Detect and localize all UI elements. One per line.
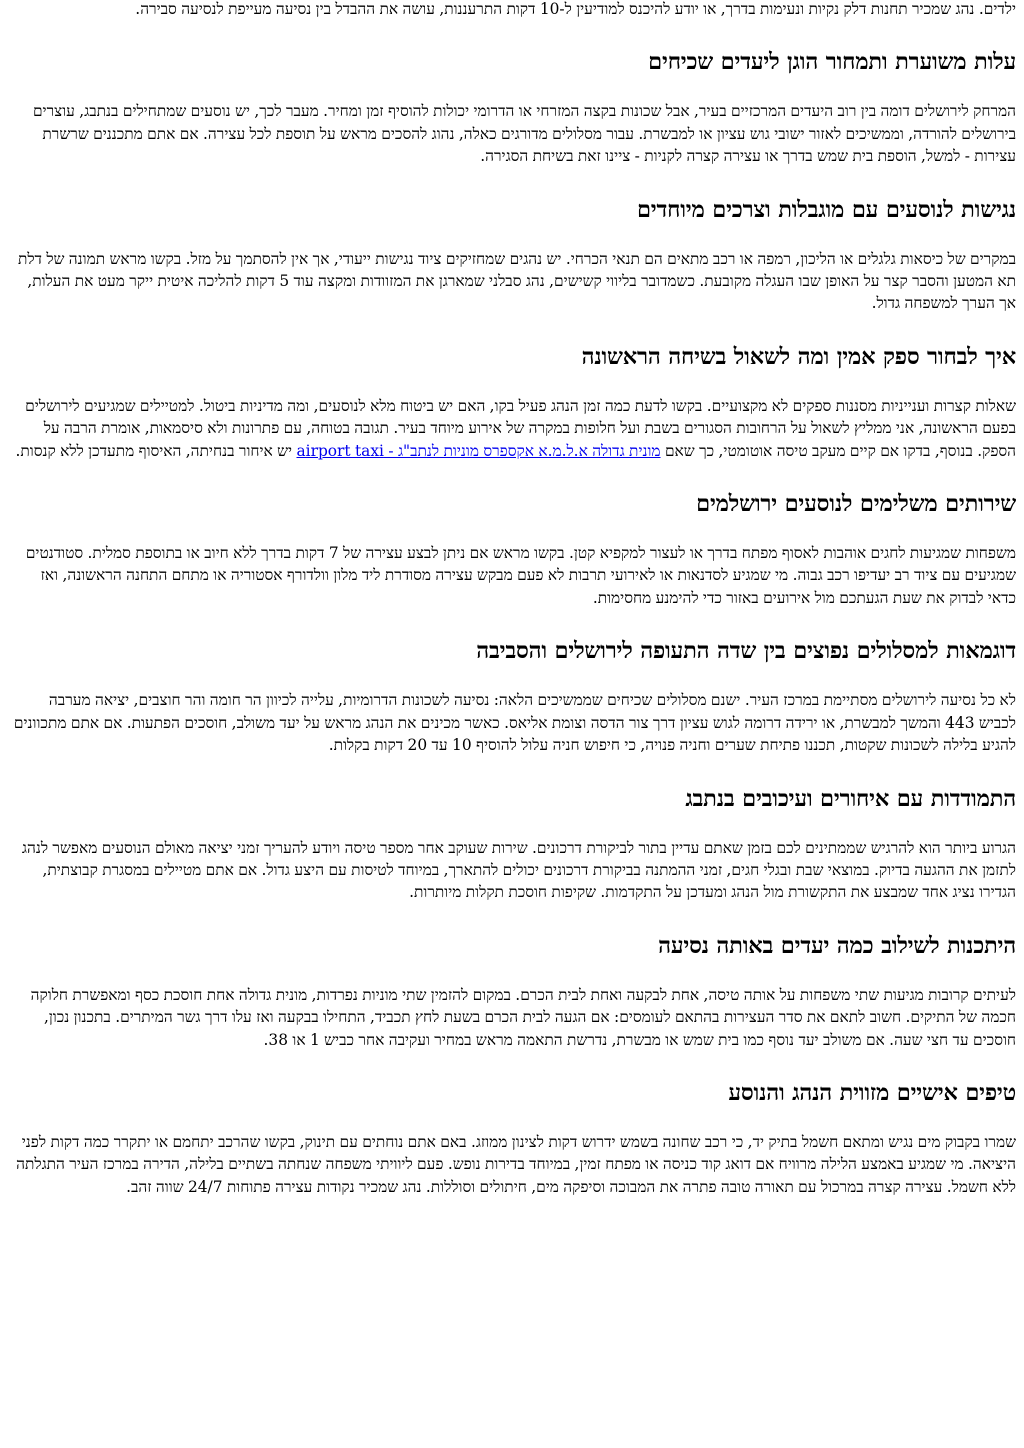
heading-personal-tips: טיפים אישיים מזווית הנהג והנוסע bbox=[728, 1079, 1016, 1106]
paragraph-accessibility: במקרים של כיסאות גלגלים או הליכון, רמפה או רכב מתאים הם תנאי הכרחי. יש נהגים שמחזיקים ציוד נגישות ייעודי, אך אין להסתמך על מזל. בקשו מראש תמונה של דלת תא המטען והסבר קצר על האופן שבו העגלה מקובעת. כשמדובר בליווי קשישים, נהג סבלני שמארגן את המזוודות ומקצה עוד 5 דקות להליכה איטית ייקר מעט את העלות, אך הערך למשפחה גדול. bbox=[17, 249, 1016, 313]
paragraph-route-examples: לא כל נסיעה לירושלים מסתיימת במרכז העיר. ישנם מסלולים שכיחים שממשיכים הלאה: נסיעה לשכונות הדרומיות, עלייה לכיוון הר חומה והר חוצבים, יציאה מערבה לכביש 443 והמשך למבשרת, או ירידה דרומה לגוש עציון דרך צור הדסה וצומת אליאס. כאשר מכינים את הנהג מראש על יעד משולב, חוסכים הפתעות. אם אתם מתכוונים להגיע בלילה לשכונות שקטות, תכננו פתיחת שערים וחניה פנויה, כי חיפוש חניה עלול להוסיף 10 עד 20 דקות בקלות. bbox=[13, 691, 1016, 755]
intro-paragraph: ילדים. נהג שמכיר תחנות דלק נקיות ונעימות בדרך, או יודע להיכנס למודיעין ל-10 דקות התרעננות, עושה את ההבדל בין נסיעה מעייפת לנסיעה סבירה. bbox=[135, 0, 1016, 18]
paragraph-choose-provider-text-after: יש איחור בנחיתה, האיסוף מתעדכן ללא קנסות. bbox=[15, 441, 297, 460]
airport-taxi-link[interactable]: מונית גדולה א.ל.מ.א אקספרס מוניות לנתב"ג - airport taxi bbox=[296, 441, 661, 460]
heading-accessibility: נגישות לנוסעים עם מוגבלות וצרכים מיוחדים bbox=[636, 196, 1016, 223]
heading-route-examples: דוגמאות למסלולים נפוצים בין שדה התעופה לירושלים והסביבה bbox=[476, 638, 1016, 665]
heading-complementary-services: שירותים משלימים לנוסעים ירושלמים bbox=[696, 491, 1016, 518]
paragraph-choose-provider-text-before: שאלות קצרות וענייניות מסננות ספקים לא מקצועיים. בקשו לדעת כמה זמן הנהג פעיל בקו, האם יש ביטוח מלא לנוסעים, ומה מדיניות ביטול. למטיילים שמגיעים לירושלים בפעם הראשונה, אני ממליץ לשאול על הרחובות הסגורים בשבת ועל חלופות במקרה של אירוע מיוחד בעיר. תגובה בטוחה, עם פתרונות ולא סיסמאות, אומרת הרבה על הספק. בנוסף, בדקו אם קיים מעקב טיסה אוטומטי, כך שאם bbox=[25, 396, 1016, 460]
heading-multiple-destinations: היתכנות לשילוב כמה יעדים באותה נסיעה bbox=[658, 932, 1016, 959]
heading-delays: התמודדות עם איחורים ועיכובים בנתבג bbox=[685, 785, 1016, 812]
paragraph-personal-tips: שמרו בקבוק מים נגיש ומתאם חשמל בתיק יד, כי רכב שחונה בשמש ידרוש דקות לצינון ממוזג. באם אתם נוחתים עם תינוק, בקשו שהרכב יתחמם או יתקרר כמה דקות לפני היציאה. מי שמגיע באמצע הלילה מרוויח אם דואג קוד כניסה או מפתח זמין, במיוחד בדירות נופש. פעם ליוויתי משפחה שנחתה בשתיים בלילה, הדירה במרכז העיר התגלתה ללא חשמל. עצירה קצרה במרכול עם תאורה טובה פתרה את המבוכה וסיפקה מים, חיתולים וסוללות. נהג שמכיר נקודות עצירה פתוחות 24/7 שווה זהב. bbox=[16, 1132, 1016, 1196]
paragraph-complementary-services: משפחות שמגיעות לחגים אוהבות לאסוף מפתח בדרך או לעצור למקפיא קטן. בקשו מראש אם ניתן לבצע עצירה של 7 דקות בדרך ללא חיוב או בתוספת סמלית. סטודנטים שמגיעים עם ציוד רב יעדיפו רכב גבוה. מי שמגיע לסדנאות או לאירועי תרבות לא פעם מבקש עצירה מסודרת ליד מלון וולדורף אסטוריה או מתחם התחנה הראשונה, ואז כדאי לבדוק את שעת הגעתכם מול אירועים באזור כדי להימנע מחסימות. bbox=[25, 544, 1016, 607]
heading-choose-provider: איך לבחור ספק אמין ומה לשאול בשיחה הראשונה bbox=[581, 343, 1016, 370]
heading-estimated-cost: עלות משוערת ותמחור הוגן ליעדים שכיחים bbox=[648, 49, 1016, 76]
paragraph-delays: הגרוע ביותר הוא להרגיש שממתינים לכם בזמן שאתם עדיין בתור לביקורת דרכונים. שירות שעוקב אחר מספר טיסה ויודע להעריך זמני יציאה מאולם הנוסעים מאפשר לנהג לתזמן את ההגעה בדיוק. במוצאי שבת ובגלי חגים, זמני ההמתנה בביקורת דרכונים יכולים להתארך, במיוחד לטיסות עם היצע גדול. אם אתם מטיילים במסגרת קבוצתית, הגדירו נציג אחד שמבצע את התקשורת מול הנהג ומעדכן על התקדמות. שקיפות חוסכת תקלות מיותרות. bbox=[21, 838, 1016, 902]
paragraph-multiple-destinations: לעיתים קרובות מגיעות שתי משפחות על אותה טיסה, אחת לבקעה ואחת לבית הכרם. במקום להזמין שתי מוניות נפרדות, מונית גדולה אחת חוסכת כסף ומאפשרת חלוקה חכמה של התיקים. חשוב לתאם את סדר העצירות בהתאם לעומסים: אם הגעה לבית הכרם בשעת לחץ תכביד, התחילו בבקעה ואז עלו דרך גשר המיתרים. בתכנון נכון, חוסכים עד חצי שעה. אם משולב יעד נוסף כמו בית שמש או מבשרת, נדרשת התאמה מראש במחיר ועקיבה אחר כביש 1 או 38. bbox=[30, 985, 1016, 1049]
paragraph-estimated-cost: המרחק לירושלים דומה בין רוב היעדים המרכזיים בעיר, אבל שכונות בקצה המזרחי או הדרומי יכולות להוסיף זמן ומחיר. מעבר לכך, יש נוסעים שמתחילים בנתבג, עוצרים בירושלים להורדה, וממשיכים לאזור ישובי גוש עציון או למבשרת. עבור מסלולים מדורגים כאלה, נהוג להסכים מראש על תוספת לכל עצירה. אם אתם מתכננים שרשרת עצירות - למשל, הוספת בית שמש בדרך או עצירה קצרה לקניות - ציינו זאת בשיחת הסגירה. bbox=[32, 102, 1016, 166]
paragraph-choose-provider bbox=[10, 395, 1016, 462]
